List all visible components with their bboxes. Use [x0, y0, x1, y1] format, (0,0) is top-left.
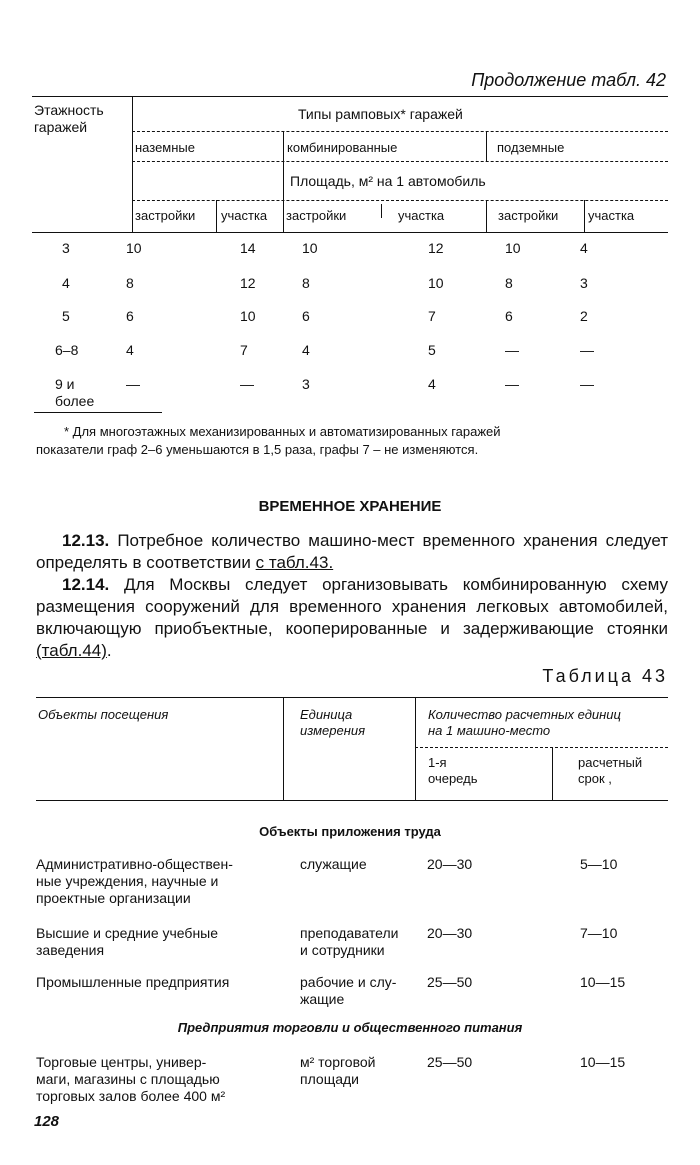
page-number: 128: [34, 1113, 60, 1130]
sub-plot-1: участка: [221, 208, 268, 223]
header-ramp-types: Типы рамповых* гаражей: [298, 106, 463, 122]
table-43-link[interactable]: с табл.43.: [255, 553, 334, 572]
type-ground: наземные: [135, 140, 195, 155]
area-header: Площадь, м² на 1 автомобиль: [290, 173, 486, 189]
footnote: * Для многоэтажных механизированных и автоматизированных гаражей показатели граф 2–6 уменьшаются в 1,5 раза, графы 7 – не изменяются.: [36, 424, 501, 457]
section-labor: Объекты приложения труда: [259, 824, 441, 839]
header-count: Количество расчетных единиц на 1 машино-место: [428, 707, 621, 738]
type-combined: комбинированные: [287, 140, 398, 155]
header-unit: Единица измерения: [300, 707, 366, 738]
sub-build-3: застройки: [498, 208, 559, 223]
section-title: ВРЕМЕННОЕ ХРАНЕНИЕ: [258, 498, 442, 515]
type-underground: подземные: [497, 140, 565, 155]
sub-plot-2: участка: [398, 208, 445, 223]
header-objects: Объекты посещения: [38, 707, 169, 722]
paragraph-12-14: 12.14. Для Москвы следует организовывать комбинированную схему размещения сооружений для временного хранения легковых автомобилей, включающую приобъектные, кооперированные и задерживающие стоянки (табл.44).: [36, 575, 668, 660]
header-first-stage: 1-я очередь: [428, 755, 478, 786]
table-44-link[interactable]: (табл.44): [36, 641, 107, 660]
sub-build-2: застройки: [286, 208, 347, 223]
sub-plot-3: участка: [588, 208, 635, 223]
sub-build-1: застройки: [135, 208, 196, 223]
header-calc-period: расчетный срок ,: [578, 755, 643, 786]
section-trade: Предприятия торговли и общественного питания: [177, 1020, 523, 1035]
continuation-title: Продолжение табл. 42: [471, 70, 666, 90]
table-43-label: Таблица 43: [542, 666, 668, 686]
paragraph-12-13: 12.13. Потребное количество машино-мест временного хранения следует определять в соответствии с табл.43.: [36, 531, 668, 572]
header-floors: Этажность гаражей: [34, 102, 104, 135]
